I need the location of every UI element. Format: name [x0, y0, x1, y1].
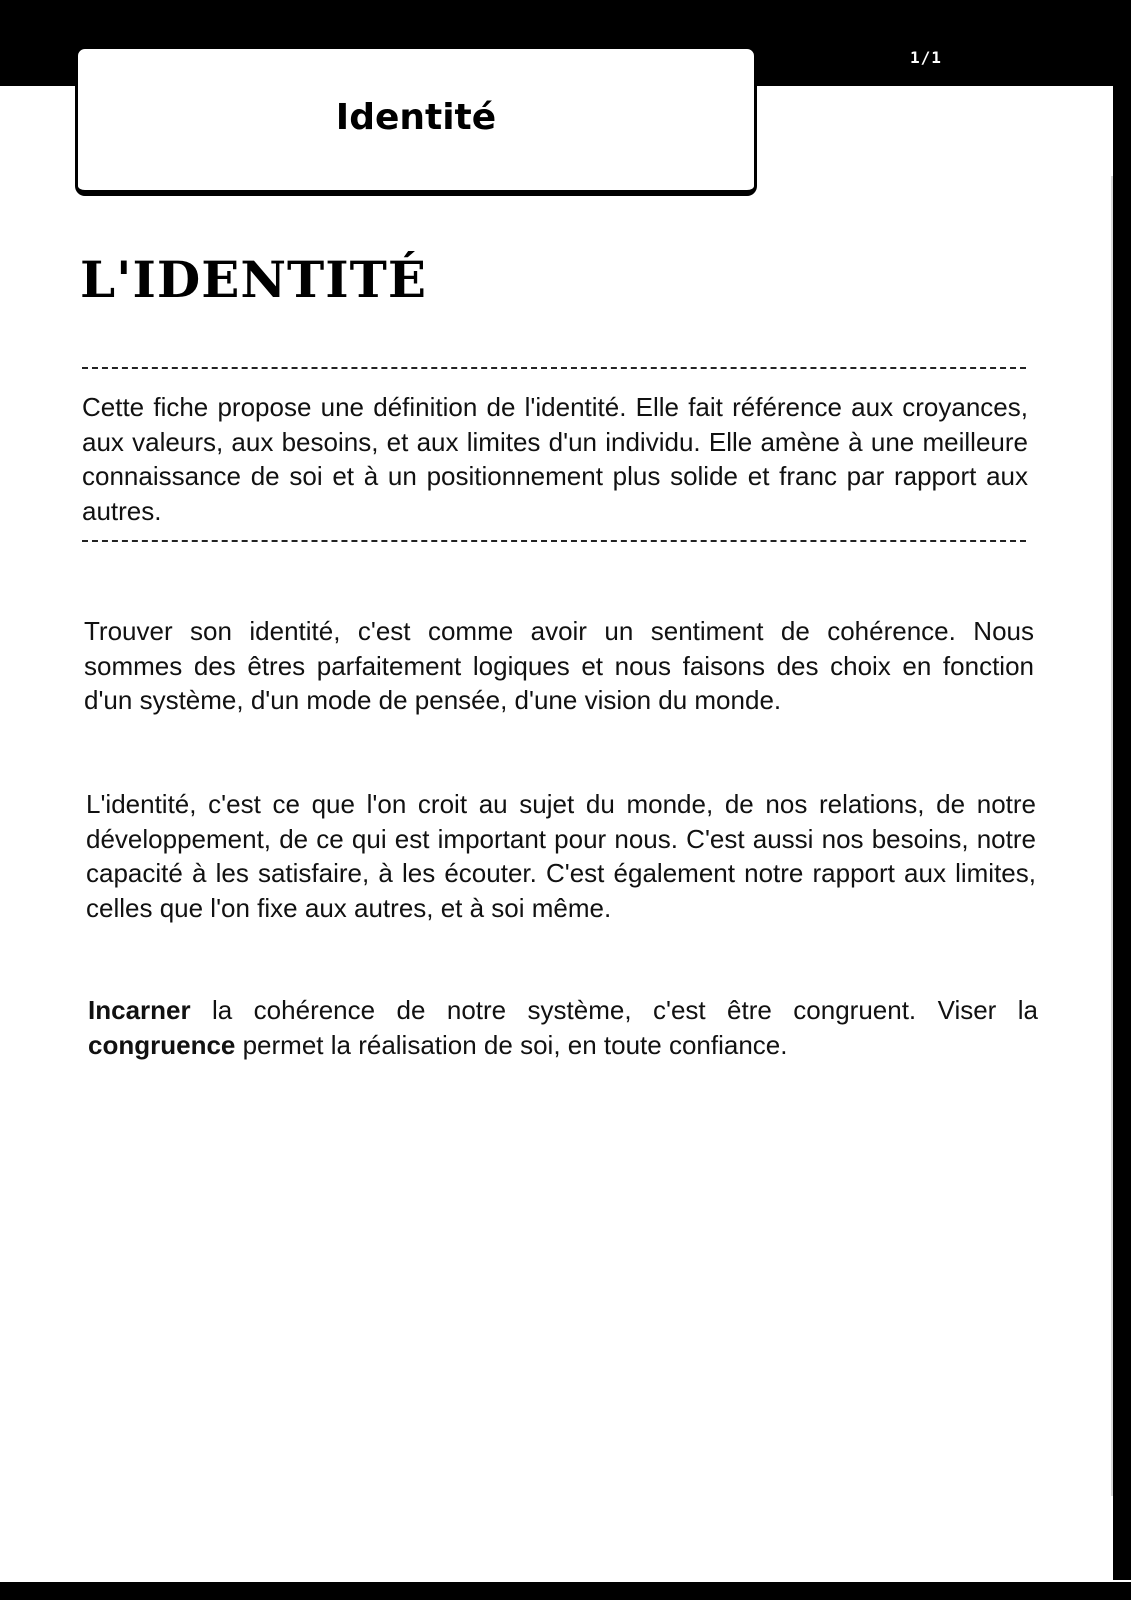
body-paragraph-1: Trouver son identité, c'est comme avoir un sentiment de cohérence. Nous sommes des êtres parfaitement logiques et nous faisons des choix en fonction d'un système, d'un mode de pensée, d'une vision du monde.: [84, 616, 1034, 715]
emphasis-congruence: congruence: [88, 1029, 236, 1060]
body-paragraph-2: L'identité, c'est ce que l'on croit au sujet du monde, de nos relations, de notre développement, de ce qui est important pour nous. C'est aussi nos besoins, notre capacité à les satisfaire, à les écouter. C'est également notre rapport aux limites, celles que l'on fixe aux autres, et à soi même.: [86, 789, 1036, 923]
intro-summary: Cette fiche propose une définition de l'identité. Elle fait référence aux croyances, aux valeurs, aux besoins, et aux limites d'un individu. Elle amène à une meilleure connaissance de soi et à un positionnement plus solide et franc par rapport aux autres.: [82, 392, 1028, 526]
right-edge-bar: [1113, 86, 1131, 1580]
dashed-divider-top: [82, 367, 1026, 369]
title-box-text: Identité: [335, 97, 497, 138]
title-box: [75, 46, 757, 196]
emphasis-incarner: Incarner: [88, 995, 191, 1025]
dashed-divider-bottom: [82, 540, 1026, 542]
page-gutter-line: [1111, 176, 1113, 1496]
page-indicator: 1/1: [910, 48, 942, 67]
main-heading: L'IDENTITÉ: [80, 250, 427, 309]
closing-text-1: la cohérence de notre système, c'est être congruent. Viser la: [190, 995, 1038, 1025]
closing-text-2: permet la réalisation de soi, en toute confiance.: [235, 1029, 788, 1060]
bottom-bar: [0, 1582, 1131, 1600]
closing-paragraph: [88, 993, 1038, 1062]
